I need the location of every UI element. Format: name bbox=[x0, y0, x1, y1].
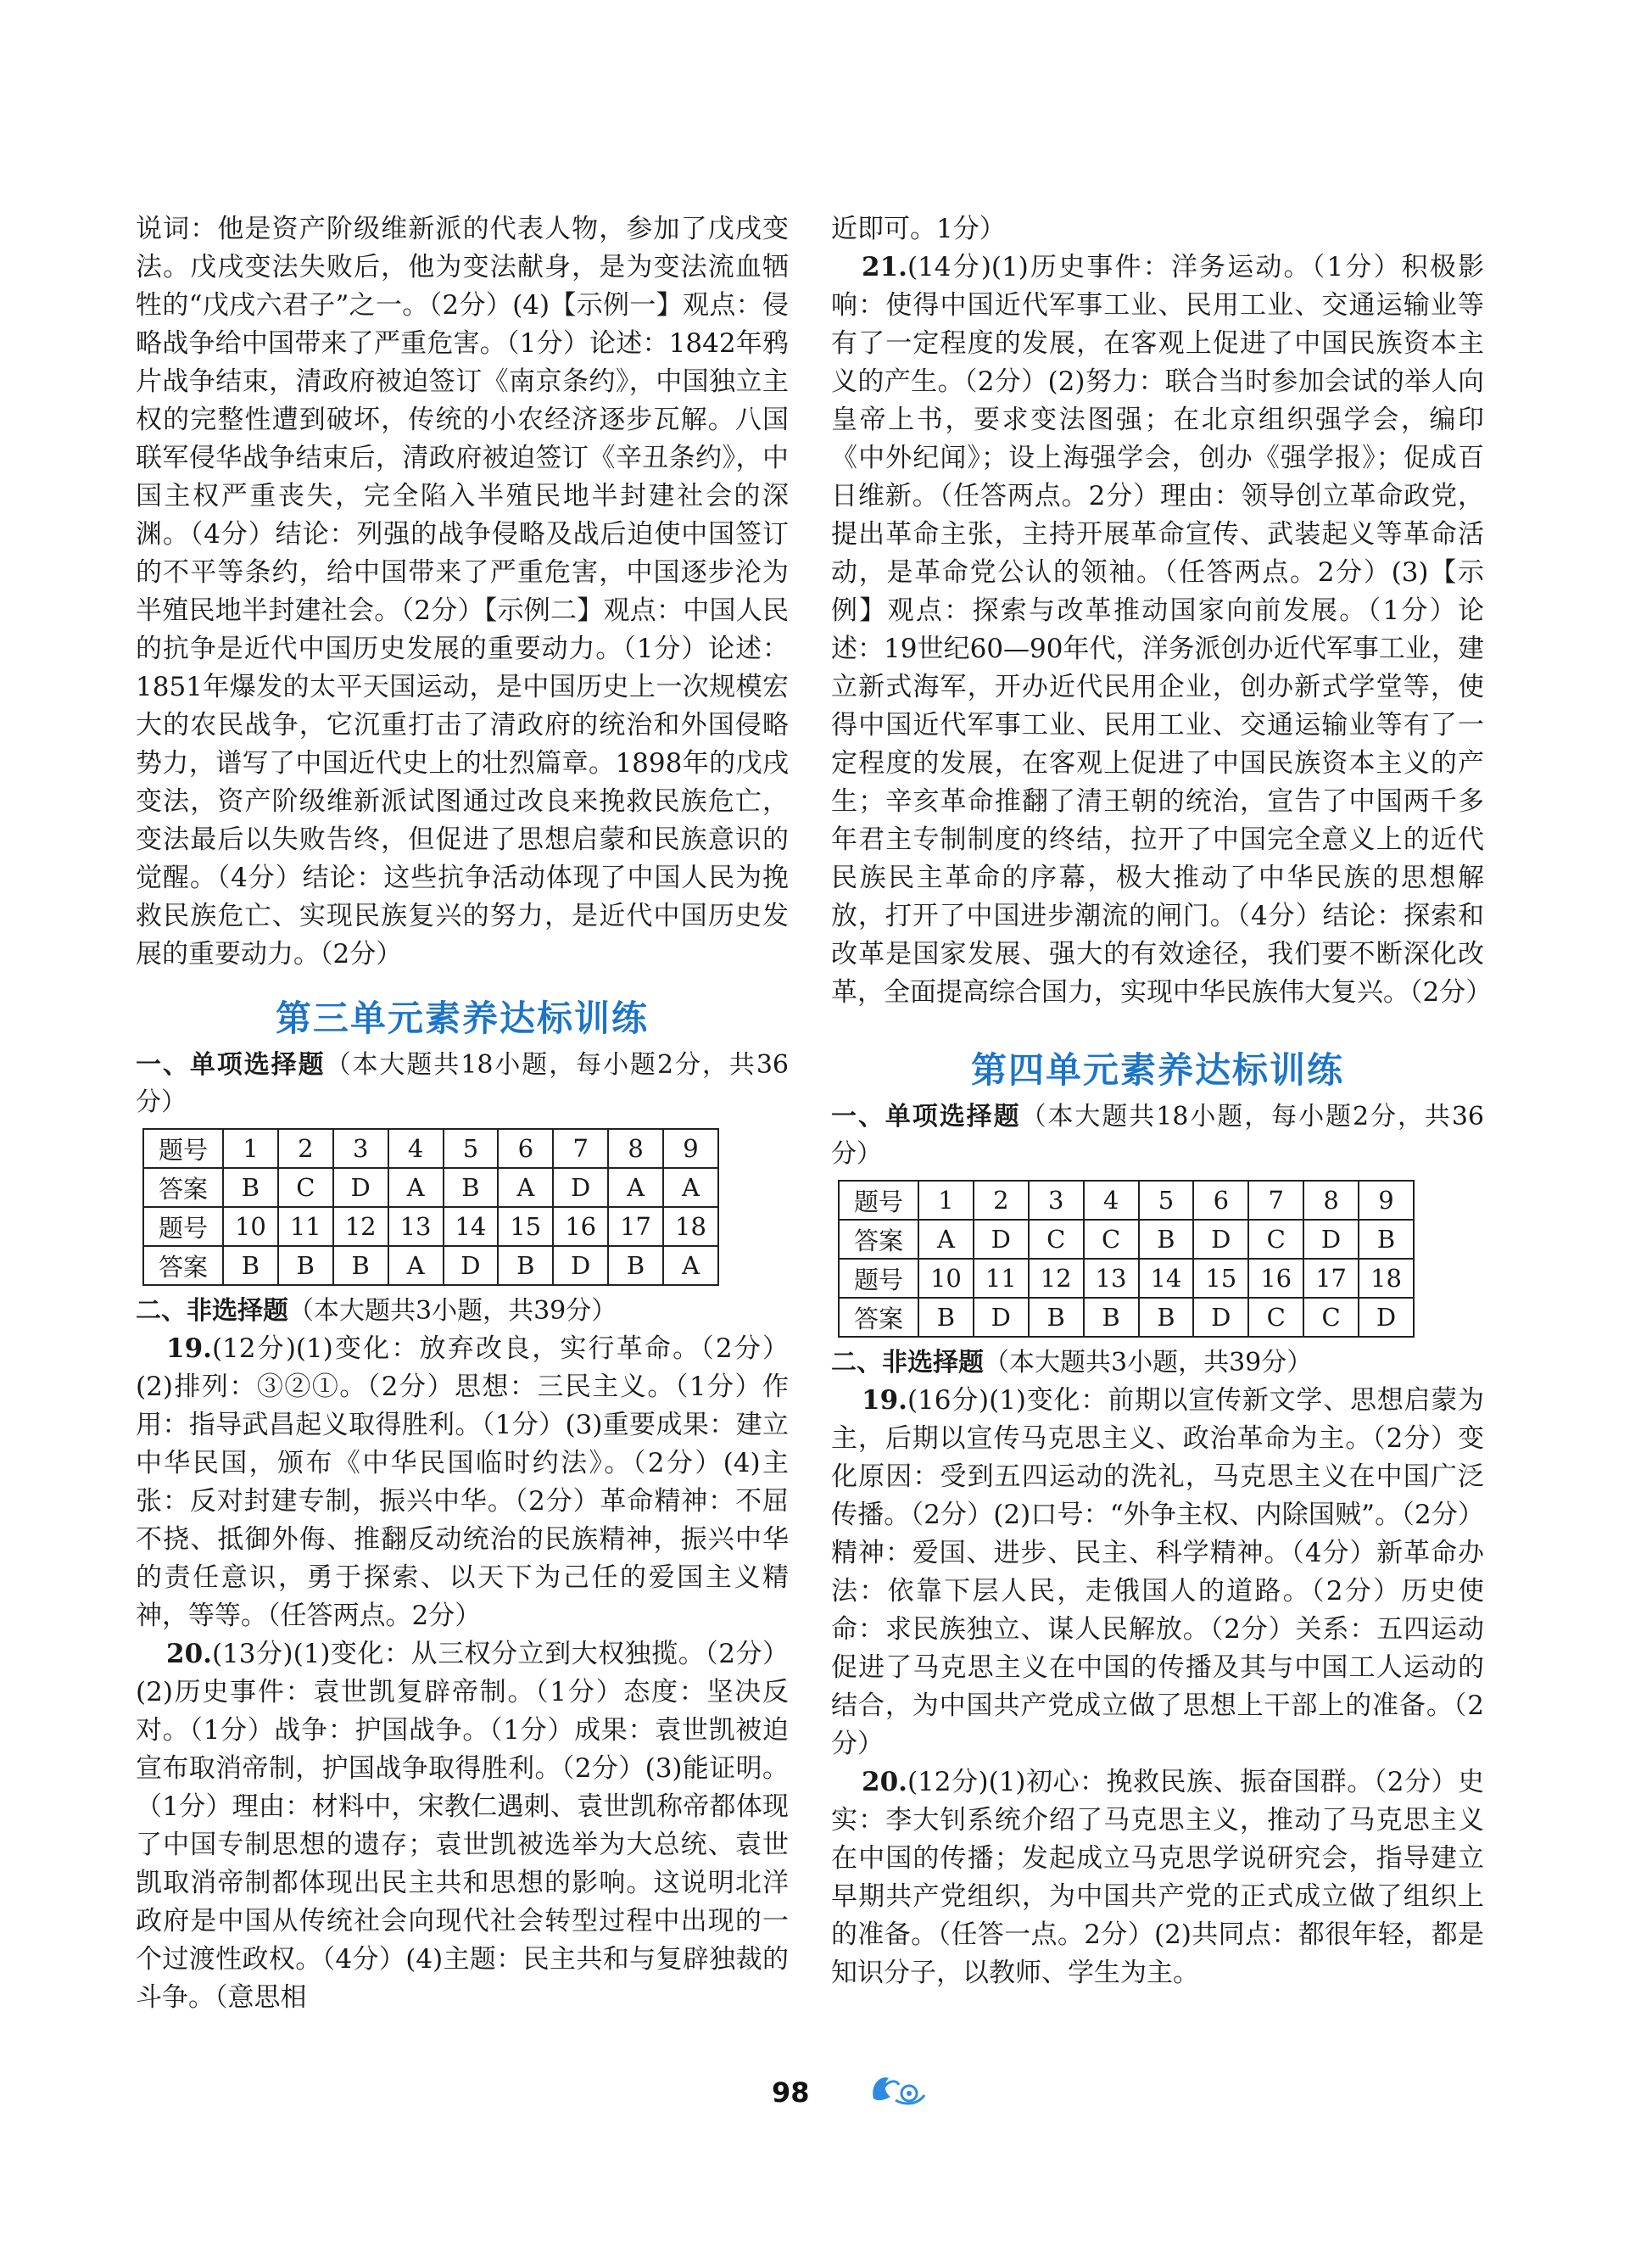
cell: 17 bbox=[1303, 1259, 1359, 1298]
right-mc-note: （本大题共18小题，每小题2分，共36分） bbox=[831, 1102, 1484, 1169]
cell: 16 bbox=[1248, 1259, 1303, 1298]
cell: 1 bbox=[918, 1181, 974, 1220]
cell: 14 bbox=[1139, 1259, 1194, 1298]
cell: 15 bbox=[498, 1207, 553, 1246]
left-paragraph-continued: 说词：他是资产阶级维新派的代表人物，参加了戊戌变法。戊戌变法失败后，他为变法献身，是为变法流血牺牲的“戊戌六君子”之一。（2分）(4)【示例一】观点：侵略战争给中国带来了严重危害。（1分）论述：1842年鸦片战争结束，清政府被迫签订《南京条约》，中国独立主权的完整性遭到破坏，传统的小农经济逐步瓦解。八国联军侵华战争结束后，清政府被迫签订《辛丑条约》，中国主权严重丧失，完全陷入半殖民地半封建社会的深渊。（4分）结论：列强的战争侵略及战后迫使中国签订的不平等条约，给中国带来了严重危害，中国逐步沦为半殖民地半封建社会。（2分）【示例二】观点：中国人民的抗争是近代中国历史发展的重要动力。（1分）论述：1851年爆发的太平天国运动，是中国历史上一次规模宏大的农民战争，它沉重打击了清政府的统治和外国侵略势力，谱写了中国近代史上的壮烈篇章。1898年的戊戌变法，资产阶级维新派试图通过改良来挽救民族危亡，变法最后以失败告终，但促进了思想启蒙和民族意识的觉醒。（4分）结论：这些抗争活动体现了中国人民为挽救民族危亡、实现民族复兴的努力，是近代中国历史发展的重要动力。（2分） bbox=[136, 214, 789, 969]
cell: 9 bbox=[663, 1129, 718, 1168]
answer-text: (16分)(1)变化：前期以宣传新文学、思想启蒙为主，后期以宣传马克思主义、政治革命为主。（2分）变化原因：受到五四运动的洗礼，马克思主义在中国广泛传播。（2分）(2)口号：“外争主权、内除国贼”。（2分）精神：爱国、进步、民主、科学精神。（4分）新革命办法：依靠下层人民，走俄国人的道路。（2分）历史使命：求民族独立、谋人民解放。（2分）关系：五四运动促进了马克思主义在中国的传播及其与中国工人运动的结合，为中国共产党成立做了思想上干部上的准备。（2分） bbox=[831, 1385, 1484, 1759]
cell: A bbox=[498, 1168, 553, 1207]
cell: A bbox=[388, 1168, 444, 1207]
question-number: 21. bbox=[862, 252, 907, 282]
answer-text: (13分)(1)变化：从三权分立到大权独揽。（2分）(2)历史事件：袁世凯复辟帝制。（1分）态度：坚决反对。（1分）战争：护国战争。（1分）成果：袁世凯被迫宣布取消帝制，护国战争取得胜利。（2分）(3)能证明。（1分）理由：材料中，宋教仁遇刺、袁世凯称帝都体现了中国专制思想的遗存；袁世凯被选举为大总统、袁世凯取消帝制都体现出民主共和思想的影响。这说明北洋政府是中国从传统社会向现代社会转型过程中出现的一个过渡性政权。（4分）(4)主题：民主共和与复辟独裁的斗争。（意思相 bbox=[136, 1639, 789, 2013]
cell: 14 bbox=[444, 1207, 499, 1246]
table-row bbox=[839, 1181, 1414, 1220]
row-header: 题号 bbox=[143, 1207, 223, 1246]
left-mc-label: 一、单项选择题 bbox=[136, 1050, 326, 1080]
cell: D bbox=[974, 1220, 1029, 1259]
cell: D bbox=[333, 1168, 388, 1207]
cell: 3 bbox=[1029, 1181, 1084, 1220]
cell: 18 bbox=[663, 1207, 718, 1246]
cell: 8 bbox=[608, 1129, 663, 1168]
cell: 6 bbox=[1193, 1181, 1248, 1220]
cell: D bbox=[1193, 1220, 1248, 1259]
cell: D bbox=[553, 1168, 608, 1207]
left-question-19 bbox=[136, 1330, 789, 1635]
right-nc-label: 二、非选择题 bbox=[831, 1348, 984, 1377]
cell: B bbox=[1139, 1298, 1194, 1337]
answer-text: (14分)(1)历史事件：洋务运动。（1分）积极影响：使得中国近代军事工业、民用工业、交通运输业等有了一定程度的发展，在客观上促进了中国民族资本主义的产生。（2分）(2)努力：联合当时参加会试的举人向皇帝上书，要求变法图强；在北京组织强学会，编印《中外纪闻》；设上海强学会，创办《强学报》；促成百日维新。（任答两点。2分）理由：领导创立革命政党，提出革命主张，主持开展革命宣传、武装起义等革命活动，是革命党公认的领袖。（任答两点。2分）(3)【示例】观点：探索与改革推动国家向前发展。（1分）论述：19世纪60—90年代，洋务派创办近代军事工业，建立新式海军，开办近代民用企业，创办新式学堂等，使得中国近代军事工业、民用工业、交通运输业等有了一定程度的发展，在客观上促进了中国民族资本主义的产生；辛亥革命推翻了清王朝的统治，宣告了中国两千多年君主专制制度的终结，拉开了中国完全意义上的近代民族民主革命的序幕，极大推动了中华民族的思想解放，打开了中国进步潮流的闸门。（4分）结论：探索和改革是国家发展、强大的有效途径，我们要不断深化改革，全面提高综合国力，实现中华民族伟大复兴。（2分） bbox=[831, 252, 1493, 1008]
table-row bbox=[143, 1129, 718, 1168]
cell: D bbox=[1193, 1298, 1248, 1337]
cell: 6 bbox=[498, 1129, 553, 1168]
cell: A bbox=[918, 1220, 974, 1259]
left-mc-note: （本大题共18小题，每小题2分，共36分） bbox=[136, 1050, 789, 1117]
right-question-20 bbox=[831, 1763, 1484, 1992]
cell: 10 bbox=[918, 1259, 974, 1298]
cell: 2 bbox=[974, 1181, 1029, 1220]
cell: 7 bbox=[1248, 1181, 1303, 1220]
cell: C bbox=[1248, 1298, 1303, 1337]
table-row bbox=[143, 1246, 718, 1285]
cell: D bbox=[1303, 1220, 1359, 1259]
cell: A bbox=[608, 1168, 663, 1207]
unit-four-title: 第四单元素养达标训练 bbox=[970, 1049, 1344, 1091]
table-row bbox=[839, 1298, 1414, 1337]
row-header: 答案 bbox=[143, 1168, 223, 1207]
right-answer-table bbox=[838, 1180, 1415, 1338]
question-number: 20. bbox=[862, 1767, 907, 1797]
cell: D bbox=[974, 1298, 1029, 1337]
right-column bbox=[831, 210, 1493, 1992]
cell: 15 bbox=[1193, 1259, 1248, 1298]
cell: 2 bbox=[278, 1129, 333, 1168]
right-paragraph-continued: 近即可。1分） bbox=[831, 214, 1006, 244]
cell: C bbox=[1029, 1220, 1084, 1259]
cell: 18 bbox=[1359, 1259, 1414, 1298]
table-row bbox=[143, 1168, 718, 1207]
question-number: 19. bbox=[166, 1333, 212, 1364]
cell: B bbox=[1359, 1220, 1414, 1259]
row-header: 答案 bbox=[839, 1298, 918, 1337]
cell: 3 bbox=[333, 1129, 388, 1168]
cell: B bbox=[1084, 1298, 1139, 1337]
cell: B bbox=[278, 1246, 333, 1285]
row-header: 题号 bbox=[839, 1181, 918, 1220]
cell: B bbox=[608, 1246, 663, 1285]
cell: D bbox=[444, 1246, 499, 1285]
cell: 12 bbox=[333, 1207, 388, 1246]
cell: 11 bbox=[278, 1207, 333, 1246]
cell: 17 bbox=[608, 1207, 663, 1246]
right-mc-label: 一、单项选择题 bbox=[831, 1102, 1021, 1132]
row-header: 答案 bbox=[143, 1246, 223, 1285]
page-number: 98 bbox=[772, 2076, 810, 2109]
table-row bbox=[143, 1207, 718, 1246]
cell: 13 bbox=[1084, 1259, 1139, 1298]
cell: 10 bbox=[223, 1207, 278, 1246]
cell: C bbox=[1303, 1298, 1359, 1337]
cell: 4 bbox=[388, 1129, 444, 1168]
cell: B bbox=[333, 1246, 388, 1285]
cell: 9 bbox=[1359, 1181, 1414, 1220]
right-question-21 bbox=[831, 249, 1493, 1012]
cell: B bbox=[498, 1246, 553, 1285]
unit-three-title: 第三单元素养达标训练 bbox=[275, 997, 649, 1039]
question-number: 19. bbox=[862, 1385, 907, 1416]
cell: 7 bbox=[553, 1129, 608, 1168]
swirl-ornament-icon bbox=[865, 2066, 933, 2109]
cell: 16 bbox=[553, 1207, 608, 1246]
cell: C bbox=[278, 1168, 333, 1207]
row-header: 题号 bbox=[839, 1259, 918, 1298]
cell: 1 bbox=[223, 1129, 278, 1168]
cell: D bbox=[1359, 1298, 1414, 1337]
cell: A bbox=[663, 1246, 718, 1285]
cell: B bbox=[918, 1298, 974, 1337]
left-mc-heading bbox=[136, 1047, 789, 1121]
cell: A bbox=[388, 1246, 444, 1285]
cell: 5 bbox=[1139, 1181, 1194, 1220]
cell: C bbox=[1084, 1220, 1139, 1259]
row-header: 答案 bbox=[839, 1220, 918, 1259]
left-nc-note: （本大题共3小题，共39分） bbox=[288, 1296, 617, 1326]
cell: 12 bbox=[1029, 1259, 1084, 1298]
cell: B bbox=[1029, 1298, 1084, 1337]
cell: B bbox=[444, 1168, 499, 1207]
right-question-19 bbox=[831, 1382, 1484, 1763]
question-number: 20. bbox=[166, 1639, 212, 1669]
left-column bbox=[136, 210, 789, 2017]
cell: B bbox=[223, 1168, 278, 1207]
cell: B bbox=[223, 1246, 278, 1285]
cell: B bbox=[1139, 1220, 1194, 1259]
table-row bbox=[839, 1259, 1414, 1298]
cell: 11 bbox=[974, 1259, 1029, 1298]
cell: A bbox=[663, 1168, 718, 1207]
table-row bbox=[839, 1220, 1414, 1259]
row-header: 题号 bbox=[143, 1129, 223, 1168]
right-nc-note: （本大题共3小题，共39分） bbox=[984, 1348, 1313, 1377]
cell: 5 bbox=[444, 1129, 499, 1168]
left-nc-heading bbox=[136, 1293, 789, 1330]
left-answer-table bbox=[142, 1128, 719, 1286]
cell: C bbox=[1248, 1220, 1303, 1259]
cell: D bbox=[553, 1246, 608, 1285]
cell: 13 bbox=[388, 1207, 444, 1246]
cell: 8 bbox=[1303, 1181, 1359, 1220]
cell: 4 bbox=[1084, 1181, 1139, 1220]
left-nc-label: 二、非选择题 bbox=[136, 1296, 288, 1326]
answer-text: (12分)(1)初心：挽救民族、振奋国群。（2分）史实：李大钊系统介绍了马克思主义，推动了马克思主义在中国的传播；发起成立马克思学说研究会，指导建立早期共产党组织，为中国共产党的正式成立做了组织上的准备。（任答一点。2分）(2)共同点：都很年轻，都是知识分子，以教师、学生为主。 bbox=[831, 1767, 1484, 1988]
left-question-20 bbox=[136, 1635, 789, 2017]
answer-text: (12分)(1)变化：放弃改良，实行革命。（2分）(2)排列：③②①。（2分）思想：三民主义。（1分）作用：指导武昌起义取得胜利。（1分）(3)重要成果：建立中华民国，颁布《中华民国临时约法》。（2分）(4)主张：反对封建专制，振兴中华。（2分）革命精神：不屈不挠、抵御外侮、推翻反动统治的民族精神，振兴中华的责任意识，勇于探索、以天下为己任的爱国主义精神，等等。（任答两点。2分） bbox=[136, 1333, 789, 1631]
right-nc-heading bbox=[831, 1344, 1484, 1382]
right-mc-heading bbox=[831, 1098, 1484, 1173]
